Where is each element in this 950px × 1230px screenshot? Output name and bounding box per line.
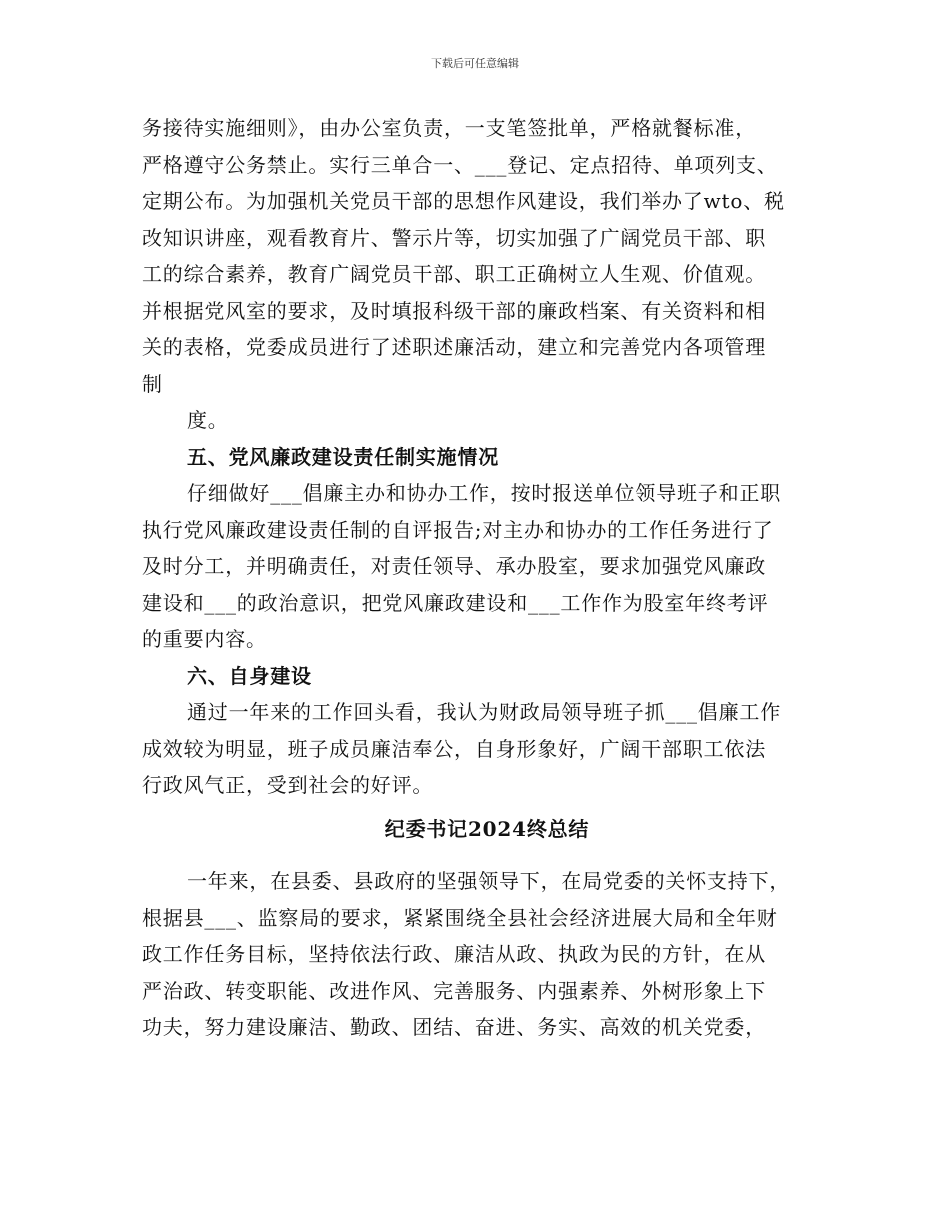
text-line: 改知识讲座，观看教育片、警示片等，切实加强了广阔党员干部、职 [142,225,766,250]
text-line: 制 [142,371,163,396]
section-heading-6: 六、自身建设 [187,663,312,688]
text-line: 政工作任务目标，坚持依法行政、廉洁从政、执政为民的方针，在从 [142,942,766,966]
text-line: 并根据党风室的要求，及时填报科级干部的廉政档案、有关资料和相 [142,298,766,323]
text-line: 工的综合素养，教育广阔党员干部、职工正确树立人生观、价值观。 [142,262,766,286]
section-heading-5: 五、党风廉政建设责任制实施情况 [187,444,499,469]
page-header: 下载后可任意编辑 [431,57,519,70]
text-line: 通过一年来的工作回头看，我认为财政局领导班子抓___倡廉工作 [187,700,781,724]
text-line: 行政风气正，受到社会的好评。 [142,773,434,797]
text-line: 的重要内容。 [142,627,267,651]
text-line: 度。 [187,408,229,432]
text-line: 成效较为明显，班子成员廉洁奉公，自身形象好，广阔干部职工依法 [142,736,766,761]
text-line: 建设和___的政治意识，把党风廉政建设和___工作作为股室年终考评 [142,590,769,615]
text-line: 根据县___、监察局的要求，紧紧围绕全县社会经济进展大局和全年财 [142,905,778,930]
text-line: 关的表格，党委成员进行了述职述廉活动，建立和完善党内各项管理 [142,335,766,359]
text-line: 及时分工，并明确责任，对责任领导、承办股室，要求加强党风廉政 [142,554,766,578]
text-line: 定期公布。为加强机关党员干部的思想作风建设，我们举办了wto、税 [142,189,785,213]
text-line: 执行党风廉政建设责任制的自评报告;对主办和协办的工作任务进行了 [142,517,774,542]
text-line: 严格遵守公务禁止。实行三单合一、___登记、定点招待、单项列支、 [142,152,778,177]
document-title: 纪委书记2024终总结 [384,816,590,841]
document-body [142,110,832,1046]
text-line: 一年来，在县委、县政府的坚强领导下，在局党委的关怀支持下， [187,869,791,893]
text-line: 功夫，努力建设廉洁、勤政、团结、奋进、务实、高效的机关党委， [142,1015,766,1039]
text-line: 仔细做好___倡廉主办和协办工作，按时报送单位领导班子和正职 [187,481,781,505]
text-line: 务接待实施细则》，由办公室负责，一支笔签批单，严格就餐标准， [142,116,756,140]
text-line: 严治政、转变职能、改进作风、完善服务、内强素养、外树形象上下 [142,978,766,1003]
